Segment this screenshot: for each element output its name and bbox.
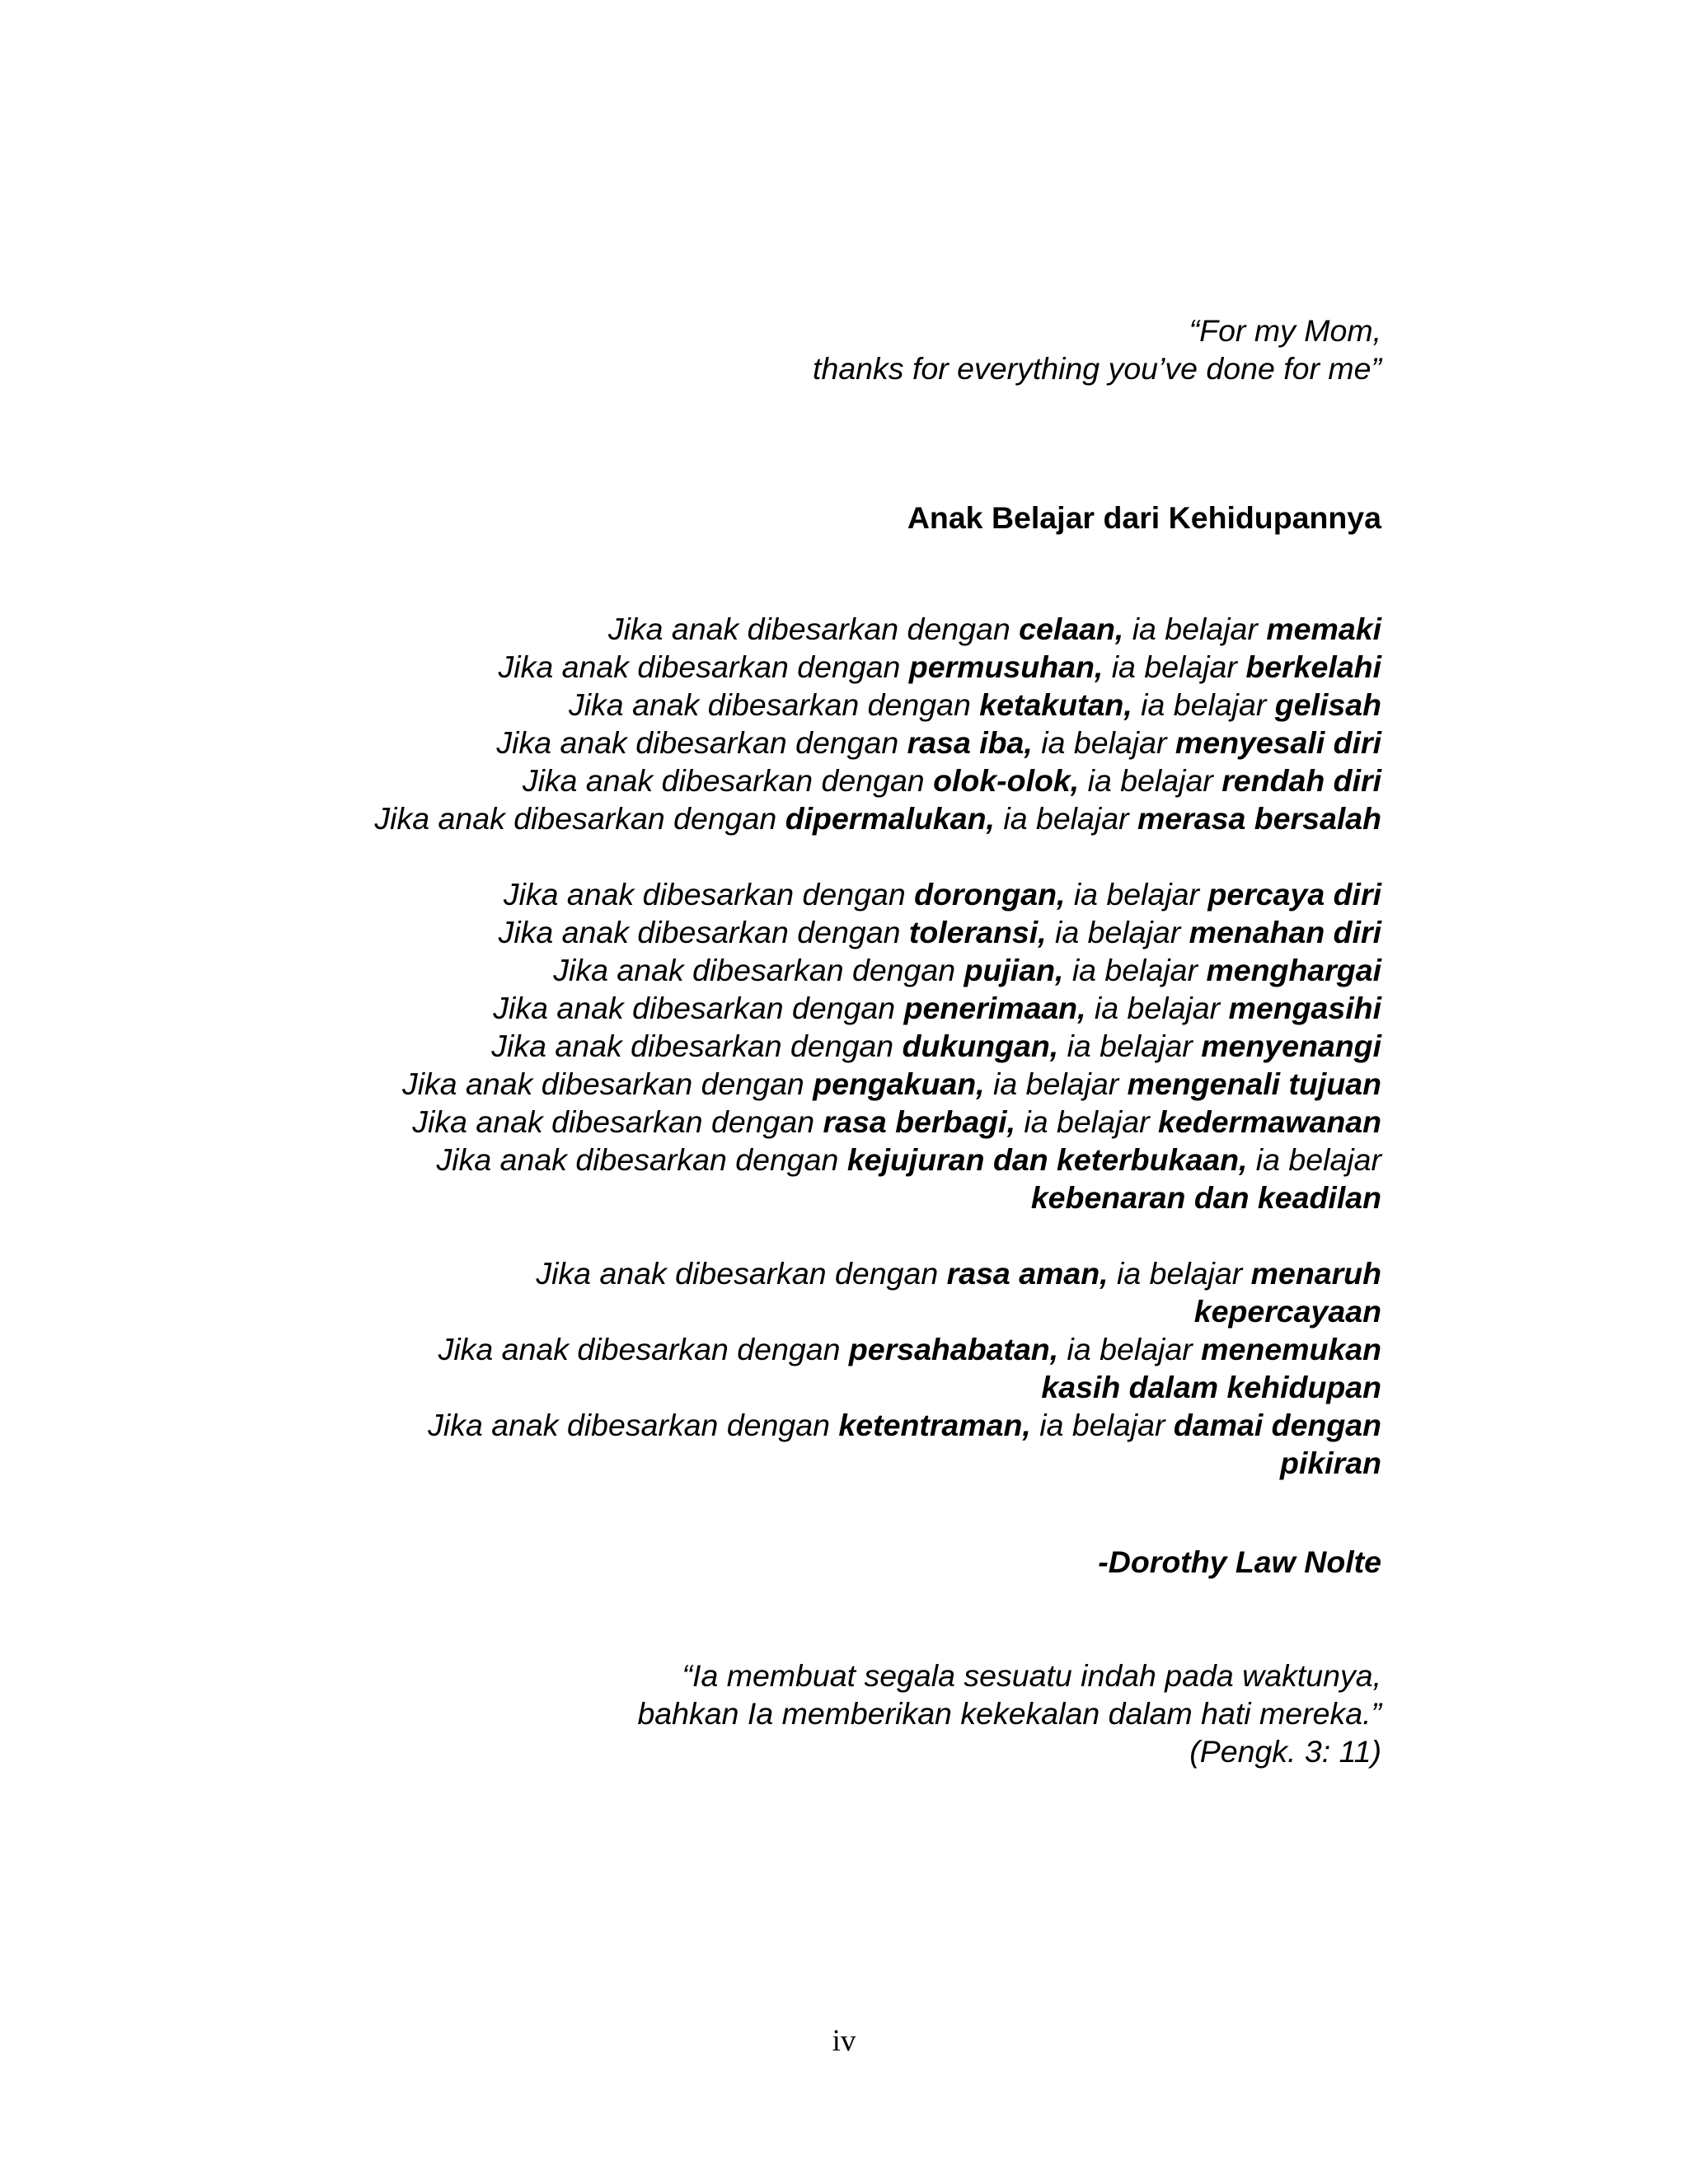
- poem-line-cause: rasa berbagi,: [823, 1104, 1015, 1139]
- poem-line-middle: ia belajar: [1030, 1408, 1174, 1442]
- poem-line-middle: ia belajar: [1058, 1029, 1202, 1063]
- poem-line-prefix: Jika anak dibesarkan dengan: [498, 915, 909, 949]
- poem-line-effect: damai dengan: [1173, 1408, 1381, 1442]
- poem-line-middle: ia belajar: [984, 1066, 1128, 1101]
- poem-line: [402, 1103, 1381, 1141]
- verse-reference: (Pengk. 3: 11): [1189, 1734, 1381, 1769]
- poem-line-middle: ia belajar: [1015, 1104, 1159, 1139]
- poem-line-middle: ia belajar: [1085, 991, 1229, 1025]
- poem-line-continuation: [428, 1368, 1381, 1406]
- dedication-line: thanks for everything you’ve done for me”: [813, 351, 1381, 386]
- poem-stanza-1: [374, 610, 1381, 837]
- poem-line-prefix: Jika anak dibesarkan dengan: [491, 1029, 903, 1063]
- poem-line-effect: merasa bersalah: [1137, 801, 1381, 836]
- poem-line-cause: pujian,: [964, 953, 1064, 987]
- dedication: [813, 312, 1381, 387]
- poem-line-continuation: [428, 1292, 1381, 1330]
- poem-author: -Dorothy Law Nolte: [1098, 1544, 1381, 1579]
- poem-line-cause: rasa iba,: [907, 725, 1033, 760]
- poem-line: [402, 875, 1381, 913]
- poem-line-effect: rendah diri: [1221, 763, 1381, 798]
- poem-line-cause: olok-olok,: [933, 763, 1080, 798]
- poem-line-effect: menahan diri: [1189, 915, 1381, 949]
- poem-line: [374, 724, 1381, 762]
- poem-line: [428, 1406, 1381, 1444]
- poem-line-cause: dipermalukan,: [785, 801, 995, 836]
- poem-line-middle: ia belajar: [1046, 915, 1189, 949]
- poem-line-middle: ia belajar: [1123, 612, 1267, 646]
- poem-line-prefix: Jika anak dibesarkan dengan: [498, 649, 909, 684]
- poem-line-cause: ketentraman,: [838, 1408, 1031, 1442]
- poem-line-prefix: Jika anak dibesarkan dengan: [496, 725, 907, 760]
- poem-line: [402, 989, 1381, 1027]
- poem-line-prefix: Jika anak dibesarkan dengan: [522, 763, 934, 798]
- poem-line-middle: ia belajar: [1065, 877, 1208, 912]
- poem-line-effect: percaya diri: [1207, 877, 1381, 912]
- poem-line-cause: celaan,: [1019, 612, 1124, 646]
- poem-line-cause: dukungan,: [902, 1029, 1059, 1063]
- poem-line-effect: kepercayaan: [1193, 1294, 1381, 1329]
- poem-line-effect: menemukan: [1201, 1332, 1381, 1366]
- poem-line-cause: toleransi,: [908, 915, 1047, 949]
- poem-line-middle: ia belajar: [1079, 763, 1222, 798]
- poem-line: [374, 648, 1381, 686]
- poem-line-cause: permusuhan,: [908, 649, 1104, 684]
- poem-line-cause: persahabatan,: [848, 1332, 1059, 1366]
- poem-line-effect: kasih dalam kehidupan: [1041, 1370, 1381, 1404]
- poem-line: [374, 610, 1381, 648]
- poem-line-effect: kebenaran dan keadilan: [1030, 1180, 1381, 1215]
- poem-title: Anak Belajar dari Kehidupannya: [907, 500, 1381, 535]
- poem-line-middle: ia belajar: [1132, 687, 1275, 722]
- poem-line-prefix: Jika anak dibesarkan dengan: [438, 1332, 849, 1366]
- poem-line-effect: menyenangi: [1201, 1029, 1381, 1063]
- poem-line-middle: ia belajar: [1103, 649, 1246, 684]
- poem-line-prefix: Jika anak dibesarkan dengan: [568, 687, 980, 722]
- poem-line-prefix: Jika anak dibesarkan dengan: [412, 1104, 823, 1139]
- poem-line-cause: kejujuran dan keterbukaan,: [846, 1142, 1248, 1177]
- poem-line-middle: ia belajar: [1032, 725, 1175, 760]
- poem-line-effect: menyesali diri: [1175, 725, 1381, 760]
- poem-line: [374, 686, 1381, 724]
- verse-line: bahkan Ia memberikan kekekalan dalam hati mereka.”: [637, 1696, 1381, 1731]
- poem-line: [402, 951, 1381, 989]
- poem-line-middle: ia belajar: [1058, 1332, 1202, 1366]
- poem-line: [402, 1141, 1381, 1179]
- dedication-line: “For my Mom,: [1189, 313, 1381, 348]
- poem-line-continuation: [428, 1444, 1381, 1482]
- poem-line-effect: menaruh: [1250, 1256, 1381, 1291]
- poem-line-effect: pikiran: [1280, 1446, 1381, 1480]
- poem-line-continuation: [402, 1179, 1381, 1216]
- poem-line-prefix: Jika anak dibesarkan dengan: [374, 801, 785, 836]
- poem-line-effect: kedermawanan: [1158, 1104, 1381, 1139]
- poem-stanza-3: [428, 1254, 1381, 1482]
- poem-line-cause: penerimaan,: [903, 991, 1086, 1025]
- poem-line-cause: dorongan,: [914, 877, 1066, 912]
- poem-line-effect: memaki: [1266, 612, 1381, 646]
- poem-line-prefix: Jika anak dibesarkan dengan: [553, 953, 964, 987]
- poem-line-cause: ketakutan,: [979, 687, 1132, 722]
- poem-line: [402, 1027, 1381, 1065]
- poem-line: [374, 799, 1381, 837]
- poem-line-middle: ia belajar: [994, 801, 1137, 836]
- poem-line-prefix: Jika anak dibesarkan dengan: [493, 991, 904, 1025]
- poem-line-prefix: Jika anak dibesarkan dengan: [503, 877, 915, 912]
- poem-line-prefix: Jika anak dibesarkan dengan: [428, 1408, 839, 1442]
- poem-line-middle: ia belajar: [1108, 1256, 1251, 1291]
- verse-line: “Ia membuat segala sesuatu indah pada waktunya,: [682, 1658, 1381, 1693]
- poem-line-effect: mengasihi: [1228, 991, 1381, 1025]
- poem-line-cause: rasa aman,: [946, 1256, 1109, 1291]
- poem-line-effect: gelisah: [1274, 687, 1381, 722]
- poem-line-middle: ia belajar: [1063, 953, 1207, 987]
- poem-line: [428, 1254, 1381, 1292]
- poem-line-middle: ia belajar: [1247, 1142, 1381, 1177]
- verse-quote: [637, 1657, 1381, 1770]
- poem-line-effect: berkelahi: [1245, 649, 1381, 684]
- poem-line-prefix: Jika anak dibesarkan dengan: [401, 1066, 814, 1101]
- poem-line: [402, 1065, 1381, 1103]
- poem-line: [428, 1330, 1381, 1368]
- poem-stanza-2: [402, 875, 1381, 1216]
- poem-line-prefix: Jika anak dibesarkan dengan: [436, 1142, 847, 1177]
- poem-line: [402, 913, 1381, 951]
- poem-line-effect: mengenali tujuan: [1127, 1066, 1381, 1101]
- poem-line: [374, 762, 1381, 799]
- poem-line-cause: pengakuan,: [813, 1066, 985, 1101]
- poem-line-prefix: Jika anak dibesarkan dengan: [536, 1256, 947, 1291]
- page-number: iv: [832, 2024, 856, 2058]
- poem-line-effect: menghargai: [1206, 953, 1381, 987]
- poem-line-prefix: Jika anak dibesarkan dengan: [607, 612, 1020, 646]
